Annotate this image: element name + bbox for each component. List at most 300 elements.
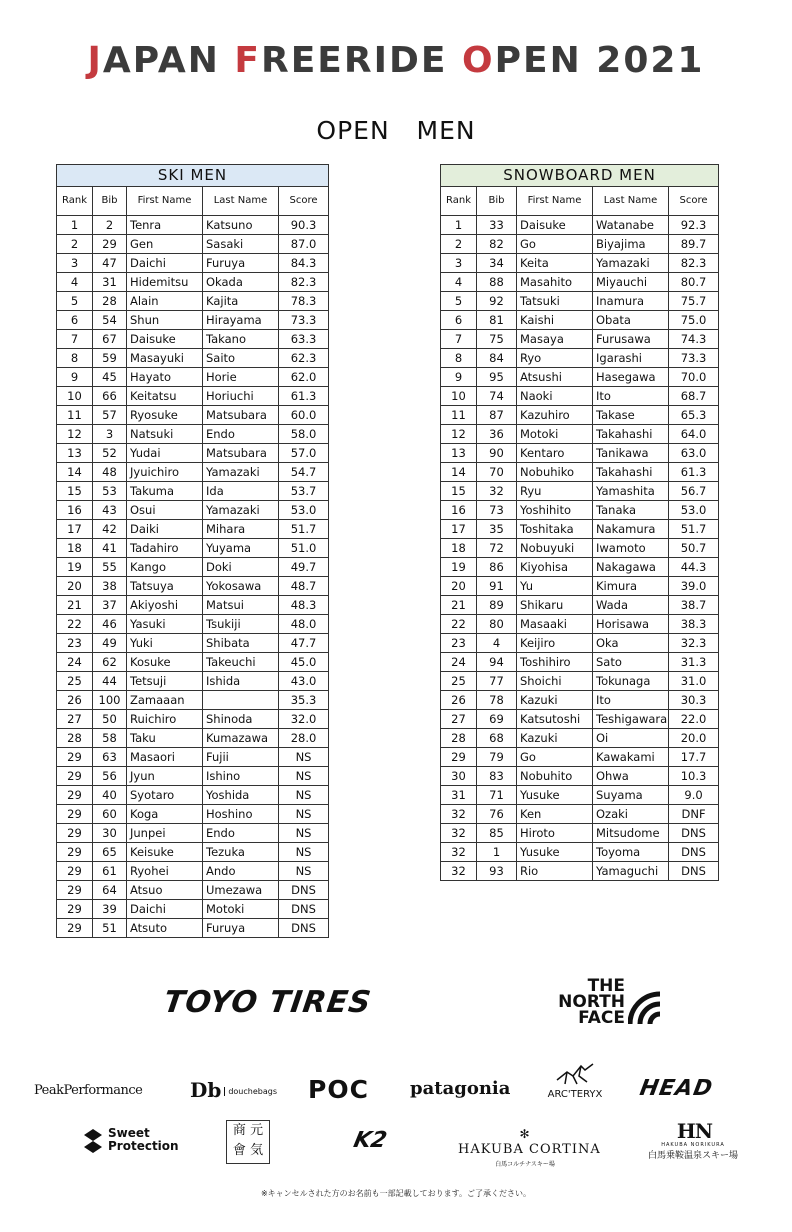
rank-cell: 12 [57, 425, 93, 444]
rank-cell: 9 [57, 368, 93, 387]
table-row [441, 349, 719, 368]
score-cell: 32.3 [669, 634, 719, 653]
rank-cell: 3 [441, 254, 477, 273]
table-row [441, 406, 719, 425]
patagonia-logo: patagonia [410, 1078, 511, 1099]
bib-cell: 78 [477, 691, 517, 710]
first-name-cell: Yusuke [517, 843, 593, 862]
first-name-cell: Kazuki [517, 729, 593, 748]
score-cell: 82.3 [279, 273, 329, 292]
rank-cell: 8 [441, 349, 477, 368]
score-cell: DNS [279, 900, 329, 919]
last-name-cell: Tokunaga [593, 672, 669, 691]
score-cell: 57.0 [279, 444, 329, 463]
rank-cell: 5 [441, 292, 477, 311]
last-name-cell: Sasaki [203, 235, 279, 254]
first-name-cell: Go [517, 748, 593, 767]
table-row [441, 292, 719, 311]
column-header-first-name: First Name [517, 187, 593, 216]
shoei-char: 會 [232, 1143, 246, 1158]
table-row [57, 634, 329, 653]
first-name-cell: Kango [127, 558, 203, 577]
first-name-cell: Katsutoshi [517, 710, 593, 729]
first-name-cell: Shoichi [517, 672, 593, 691]
column-header-rank: Rank [57, 187, 93, 216]
last-name-cell: Yamashita [593, 482, 669, 501]
bib-cell: 82 [477, 235, 517, 254]
last-name-cell: Biyajima [593, 235, 669, 254]
rank-cell: 22 [57, 615, 93, 634]
bib-cell: 81 [477, 311, 517, 330]
bib-cell: 50 [93, 710, 127, 729]
rank-cell: 22 [441, 615, 477, 634]
last-name-cell: Yamazaki [203, 501, 279, 520]
rank-cell: 20 [441, 577, 477, 596]
table-row [441, 786, 719, 805]
last-name-cell [203, 691, 279, 710]
last-name-cell: Shinoda [203, 710, 279, 729]
footnote: ※キャンセルされた方のお名前も一部記載しております。ご了承ください。 [260, 1189, 532, 1198]
first-name-cell: Gen [127, 235, 203, 254]
score-cell: 75.0 [669, 311, 719, 330]
tnf-line: THE [587, 976, 625, 996]
last-name-cell: Takahashi [593, 425, 669, 444]
last-name-cell: Endo [203, 425, 279, 444]
bib-cell: 41 [93, 539, 127, 558]
bib-cell: 58 [93, 729, 127, 748]
score-cell: 63.0 [669, 444, 719, 463]
rank-cell: 26 [441, 691, 477, 710]
first-name-cell: Kiyohisa [517, 558, 593, 577]
table-row [57, 672, 329, 691]
first-name-cell: Natsuki [127, 425, 203, 444]
bib-cell: 75 [477, 330, 517, 349]
last-name-cell: Yokosawa [203, 577, 279, 596]
last-name-cell: Fujii [203, 748, 279, 767]
table-row [441, 425, 719, 444]
score-cell: DNF [669, 805, 719, 824]
table-row [57, 330, 329, 349]
snowboard-column-headers [441, 187, 719, 216]
bib-cell: 31 [93, 273, 127, 292]
sweet-protection-icon [82, 1128, 104, 1154]
rank-cell: 28 [441, 729, 477, 748]
bib-cell: 72 [477, 539, 517, 558]
bib-cell: 89 [477, 596, 517, 615]
score-cell: NS [279, 786, 329, 805]
first-name-cell: Hayato [127, 368, 203, 387]
bib-cell: 48 [93, 463, 127, 482]
first-name-cell: Masaya [517, 330, 593, 349]
rank-cell: 18 [441, 539, 477, 558]
score-cell: NS [279, 862, 329, 881]
bib-cell: 91 [477, 577, 517, 596]
rank-cell: 8 [57, 349, 93, 368]
table-row [57, 767, 329, 786]
score-cell: NS [279, 824, 329, 843]
last-name-cell: Yamaguchi [593, 862, 669, 881]
score-cell: 58.0 [279, 425, 329, 444]
table-row [57, 349, 329, 368]
bib-cell: 4 [477, 634, 517, 653]
norikura-name: 白馬乗鞍温泉スキー場 [648, 1151, 739, 1161]
rank-cell: 18 [57, 539, 93, 558]
first-name-cell: Hiroto [517, 824, 593, 843]
bib-cell: 86 [477, 558, 517, 577]
rank-cell: 23 [57, 634, 93, 653]
bib-cell: 30 [93, 824, 127, 843]
score-cell: 9.0 [669, 786, 719, 805]
last-name-cell: Ito [593, 691, 669, 710]
table-row [57, 900, 329, 919]
last-name-cell: Horie [203, 368, 279, 387]
first-name-cell: Yasuki [127, 615, 203, 634]
peak-performance-logo: PeakPerformance [34, 1083, 143, 1098]
bib-cell: 88 [477, 273, 517, 292]
bib-cell: 74 [477, 387, 517, 406]
table-row [441, 273, 719, 292]
last-name-cell: Ida [203, 482, 279, 501]
score-cell: 48.0 [279, 615, 329, 634]
first-name-cell: Osui [127, 501, 203, 520]
bib-cell: 47 [93, 254, 127, 273]
score-cell: 60.0 [279, 406, 329, 425]
last-name-cell: Ishino [203, 767, 279, 786]
table-row [441, 235, 719, 254]
snowboard-results-table [440, 164, 719, 881]
table-row [441, 558, 719, 577]
last-name-cell: Umezawa [203, 881, 279, 900]
score-cell: 30.3 [669, 691, 719, 710]
cortina-subtitle: 白馬コルチナスキー場 [495, 1161, 555, 1168]
table-row [57, 406, 329, 425]
first-name-cell: Jyuichiro [127, 463, 203, 482]
table-row [57, 691, 329, 710]
table-row [441, 482, 719, 501]
rank-cell: 16 [441, 501, 477, 520]
first-name-cell: Yoshihito [517, 501, 593, 520]
score-cell: 75.7 [669, 292, 719, 311]
sweet-protection-logo [82, 1127, 179, 1153]
column-header-first-name: First Name [127, 187, 203, 216]
table-row [57, 482, 329, 501]
column-header-score: Score [279, 187, 329, 216]
score-cell: 43.0 [279, 672, 329, 691]
bib-cell: 1 [477, 843, 517, 862]
score-cell: 73.3 [669, 349, 719, 368]
last-name-cell: Ishida [203, 672, 279, 691]
table-row [57, 729, 329, 748]
rank-cell: 29 [57, 862, 93, 881]
table-row [441, 691, 719, 710]
last-name-cell: Teshigawara [593, 710, 669, 729]
bib-cell: 93 [477, 862, 517, 881]
score-cell: 28.0 [279, 729, 329, 748]
score-cell: 64.0 [669, 425, 719, 444]
first-name-cell: Kaishi [517, 311, 593, 330]
first-name-cell: Jyun [127, 767, 203, 786]
table-row [57, 596, 329, 615]
score-cell: 44.3 [669, 558, 719, 577]
rank-cell: 6 [57, 311, 93, 330]
rank-cell: 27 [441, 710, 477, 729]
score-cell: 70.0 [669, 368, 719, 387]
score-cell: DNS [669, 843, 719, 862]
score-cell: 51.0 [279, 539, 329, 558]
score-cell: 62.3 [279, 349, 329, 368]
shoei-logo [226, 1120, 270, 1164]
first-name-cell: Nobuyuki [517, 539, 593, 558]
rank-cell: 10 [441, 387, 477, 406]
table-row [57, 615, 329, 634]
table-row [441, 634, 719, 653]
title-part: REERIDE [260, 40, 463, 81]
first-name-cell: Go [517, 235, 593, 254]
bib-cell: 44 [93, 672, 127, 691]
bib-cell: 60 [93, 805, 127, 824]
table-row [441, 216, 719, 235]
table-row [441, 520, 719, 539]
table-row [57, 805, 329, 824]
table-row [441, 729, 719, 748]
column-header-rank: Rank [441, 187, 477, 216]
last-name-cell: Takeuchi [203, 653, 279, 672]
rank-cell: 25 [57, 672, 93, 691]
last-name-cell: Miyauchi [593, 273, 669, 292]
rank-cell: 11 [57, 406, 93, 425]
title-part: APAN [102, 40, 235, 81]
rank-cell: 19 [441, 558, 477, 577]
score-cell: NS [279, 748, 329, 767]
score-cell: 45.0 [279, 653, 329, 672]
last-name-cell: Mitsudome [593, 824, 669, 843]
first-name-cell: Keita [517, 254, 593, 273]
bib-cell: 28 [93, 292, 127, 311]
first-name-cell: Daichi [127, 900, 203, 919]
table-row [441, 672, 719, 691]
rank-cell: 29 [57, 881, 93, 900]
first-name-cell: Tetsuji [127, 672, 203, 691]
first-name-cell: Masaori [127, 748, 203, 767]
score-cell: 22.0 [669, 710, 719, 729]
score-cell: 51.7 [669, 520, 719, 539]
first-name-cell: Atsuto [127, 919, 203, 938]
page-subtitle: OPEN MEN [316, 116, 476, 145]
hakuba-cortina-logo [458, 1127, 601, 1168]
table-row [57, 368, 329, 387]
table-row [441, 748, 719, 767]
table-row [57, 843, 329, 862]
last-name-cell: Toyoma [593, 843, 669, 862]
last-name-cell: Ozaki [593, 805, 669, 824]
shoei-char: 元 [250, 1123, 264, 1138]
bib-cell: 57 [93, 406, 127, 425]
table-row [441, 368, 719, 387]
bib-cell: 2 [93, 216, 127, 235]
bib-cell: 46 [93, 615, 127, 634]
bib-cell: 87 [477, 406, 517, 425]
last-name-cell: Yamazaki [203, 463, 279, 482]
douchebags-logo [190, 1078, 277, 1102]
first-name-cell: Takuma [127, 482, 203, 501]
first-name-cell: Shun [127, 311, 203, 330]
score-cell: 32.0 [279, 710, 329, 729]
shoei-char: 気 [250, 1143, 264, 1158]
last-name-cell: Yamazaki [593, 254, 669, 273]
title-part: J [87, 40, 103, 81]
first-name-cell: Masaaki [517, 615, 593, 634]
last-name-cell: Sato [593, 653, 669, 672]
rank-cell: 15 [57, 482, 93, 501]
first-name-cell: Alain [127, 292, 203, 311]
first-name-cell: Junpei [127, 824, 203, 843]
last-name-cell: Yoshida [203, 786, 279, 805]
last-name-cell: Matsubara [203, 406, 279, 425]
column-header-score: Score [669, 187, 719, 216]
bib-cell: 80 [477, 615, 517, 634]
table-row [441, 444, 719, 463]
rank-cell: 28 [57, 729, 93, 748]
last-name-cell: Okada [203, 273, 279, 292]
score-cell: NS [279, 843, 329, 862]
table-row [57, 425, 329, 444]
score-cell: 84.3 [279, 254, 329, 273]
score-cell: NS [279, 805, 329, 824]
score-cell: 31.3 [669, 653, 719, 672]
score-cell: 53.7 [279, 482, 329, 501]
table-row [57, 748, 329, 767]
first-name-cell: Kazuhiro [517, 406, 593, 425]
sweet-line: Protection [108, 1139, 179, 1153]
cortina-wordmark: HAKUBA CORTINA [458, 1142, 601, 1157]
first-name-cell: Syotaro [127, 786, 203, 805]
poc-logo: POC [308, 1075, 369, 1104]
bib-cell: 52 [93, 444, 127, 463]
bib-cell: 45 [93, 368, 127, 387]
first-name-cell: Kosuke [127, 653, 203, 672]
last-name-cell: Ito [593, 387, 669, 406]
last-name-cell: Oi [593, 729, 669, 748]
rank-cell: 24 [57, 653, 93, 672]
last-name-cell: Horiuchi [203, 387, 279, 406]
title-part: PEN 2021 [494, 40, 705, 81]
bib-cell: 76 [477, 805, 517, 824]
bib-cell: 63 [93, 748, 127, 767]
rank-cell: 29 [441, 748, 477, 767]
last-name-cell: Hoshino [203, 805, 279, 824]
bib-cell: 94 [477, 653, 517, 672]
first-name-cell: Yudai [127, 444, 203, 463]
last-name-cell: Yuyama [203, 539, 279, 558]
ski-results-table [56, 164, 329, 938]
first-name-cell: Masahito [517, 273, 593, 292]
rank-cell: 11 [441, 406, 477, 425]
shoei-char: 商 [232, 1123, 246, 1138]
column-header-last-name: Last Name [593, 187, 669, 216]
rank-cell: 29 [57, 900, 93, 919]
last-name-cell: Takahashi [593, 463, 669, 482]
north-face-dome-icon [628, 980, 662, 1026]
bib-cell: 54 [93, 311, 127, 330]
first-name-cell: Ken [517, 805, 593, 824]
table-row [57, 520, 329, 539]
bib-cell: 95 [477, 368, 517, 387]
first-name-cell: Daichi [127, 254, 203, 273]
last-name-cell: Ando [203, 862, 279, 881]
rank-cell: 27 [57, 710, 93, 729]
table-row [441, 862, 719, 881]
rank-cell: 26 [57, 691, 93, 710]
score-cell: DNS [279, 919, 329, 938]
first-name-cell: Masayuki [127, 349, 203, 368]
rank-cell: 29 [57, 786, 93, 805]
score-cell: 56.7 [669, 482, 719, 501]
table-row [57, 254, 329, 273]
snowflake-icon: ✻ [519, 1127, 531, 1141]
first-name-cell: Kentaro [517, 444, 593, 463]
first-name-cell: Yusuke [517, 786, 593, 805]
rank-cell: 16 [57, 501, 93, 520]
last-name-cell: Takano [203, 330, 279, 349]
first-name-cell: Toshihiro [517, 653, 593, 672]
bib-cell: 38 [93, 577, 127, 596]
bib-cell: 71 [477, 786, 517, 805]
rank-cell: 12 [441, 425, 477, 444]
table-row [441, 615, 719, 634]
first-name-cell: Nobuhito [517, 767, 593, 786]
score-cell: NS [279, 767, 329, 786]
last-name-cell: Takase [593, 406, 669, 425]
first-name-cell: Keitatsu [127, 387, 203, 406]
last-name-cell: Nakagawa [593, 558, 669, 577]
score-cell: 54.7 [279, 463, 329, 482]
table-row [441, 653, 719, 672]
last-name-cell: Katsuno [203, 216, 279, 235]
score-cell: 10.3 [669, 767, 719, 786]
bib-cell: 66 [93, 387, 127, 406]
table-row [441, 767, 719, 786]
table-row [441, 596, 719, 615]
table-row [57, 539, 329, 558]
rank-cell: 13 [441, 444, 477, 463]
norikura-subtitle: HAKUBA NORIKURA [661, 1142, 725, 1148]
score-cell: 92.3 [669, 216, 719, 235]
score-cell: 49.7 [279, 558, 329, 577]
table-row [57, 653, 329, 672]
table-row [441, 805, 719, 824]
last-name-cell: Watanabe [593, 216, 669, 235]
rank-cell: 32 [441, 824, 477, 843]
rank-cell: 31 [441, 786, 477, 805]
score-cell: 38.3 [669, 615, 719, 634]
rank-cell: 1 [441, 216, 477, 235]
table-row [441, 843, 719, 862]
score-cell: 51.7 [279, 520, 329, 539]
rank-cell: 20 [57, 577, 93, 596]
last-name-cell: Furusawa [593, 330, 669, 349]
table-row [57, 216, 329, 235]
first-name-cell: Akiyoshi [127, 596, 203, 615]
first-name-cell: Yu [517, 577, 593, 596]
bib-cell: 84 [477, 349, 517, 368]
bib-cell: 35 [477, 520, 517, 539]
bib-cell: 79 [477, 748, 517, 767]
score-cell: 61.3 [669, 463, 719, 482]
first-name-cell: Tatsuya [127, 577, 203, 596]
last-name-cell: Kajita [203, 292, 279, 311]
table-row [441, 710, 719, 729]
bib-cell: 43 [93, 501, 127, 520]
